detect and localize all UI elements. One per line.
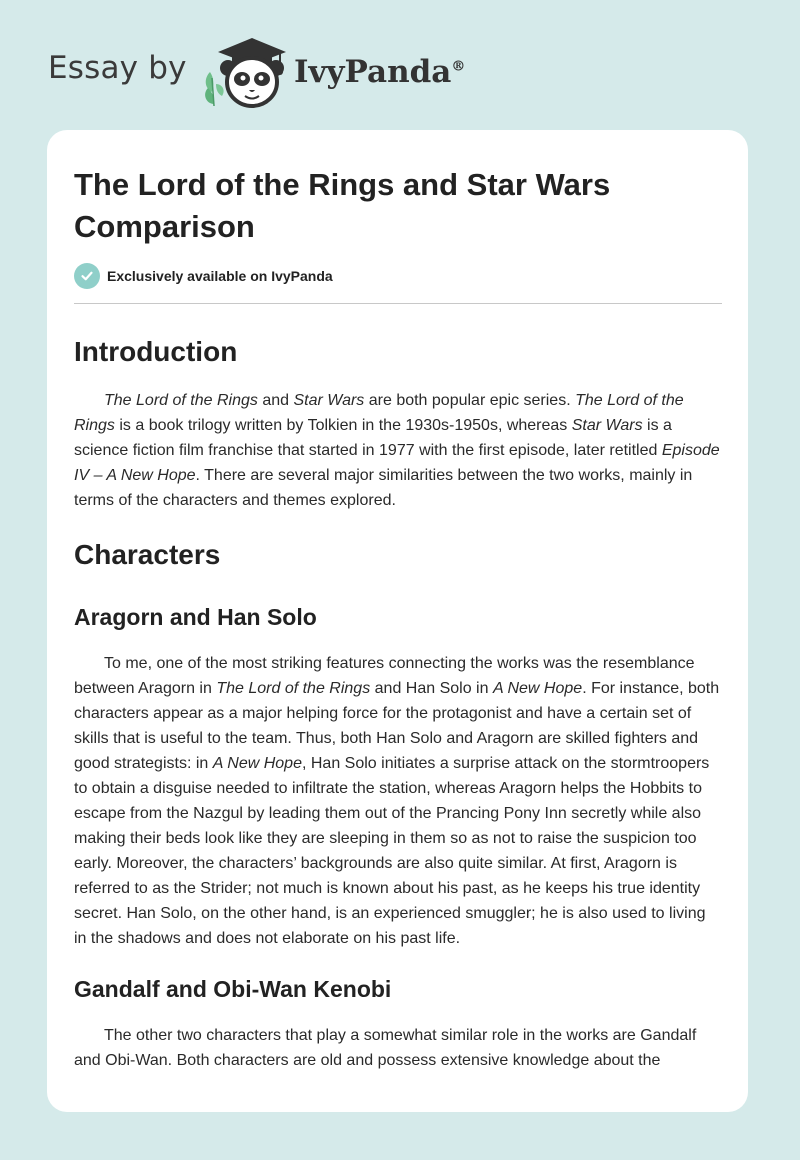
essay-card	[47, 130, 748, 1112]
aragorn-han-solo-heading: Aragorn and Han Solo	[74, 604, 317, 630]
introduction-heading: Introduction	[74, 336, 238, 367]
registered-mark: ®	[451, 58, 466, 75]
check-icon	[74, 263, 100, 289]
essay-title: The Lord of the Rings and Star Wars Comparison	[74, 167, 611, 244]
gandalf-obi-wan-heading: Gandalf and Obi-Wan Kenobi	[74, 976, 392, 1002]
exclusive-badge-text: Exclusively available on IvyPanda	[107, 268, 333, 284]
exclusive-badge	[74, 263, 333, 289]
gandalf-obi-wan-paragraph: The other two characters that play a somewhat similar role in the works are Gandalf and Obi-Wan. Both characters are old and possess extensive knowledge about the	[74, 1027, 697, 1069]
brand-name[interactable]: IvyPanda®	[294, 54, 466, 90]
panda-graduation-cap-icon[interactable]	[202, 32, 292, 110]
aragorn-han-solo-paragraph: To me, one of the most striking features connecting the works was the resemblance between Aragorn in The Lord of the Rings and Han Solo in A New Hope. For instance, both characters appear as a major helping force for the protagonist and have a certain set of skills that is useful to the team. Thus, both Han Solo and Aragorn are skilled fighters and good strategists: in A New Hope, Han Solo initiates a surprise attack on the stormtroopers to obtain a disguise needed to infiltrate the station, whereas Aragorn helps the Hobbits to escape from the Nazgul by leading them out of the Prancing Pony Inn secretly while also making their beds look like they are sleeping in them so as not to raise the suspicion too early. Moreover, the characters’ backgrounds are also quite similar. At first, Aragorn is referred to as the Strider; not much is known about his past, as he keeps his true identity secret. Han Solo, on the other hand, is an experienced smuggler; he is also used to living in the shadows and does not elaborate on his past life.	[74, 655, 720, 947]
essay-body	[74, 322, 722, 1073]
divider	[74, 303, 722, 304]
site-header	[48, 30, 748, 110]
introduction-paragraph: The Lord of the Rings and Star Wars are both popular epic series. The Lord of the Rings is a book trilogy written by Tolkien in the 1930s-1950s, whereas Star Wars is a science fiction film franchise that started in 1977 with the first episode, later retitled Episode IV – A New Hope. There are several major similarities between the two works, mainly in terms of the characters and themes explored.	[74, 392, 720, 509]
essay-by-label: Essay by	[48, 50, 187, 86]
characters-heading: Characters	[74, 539, 221, 570]
ivy-leaf-icon	[205, 72, 223, 106]
